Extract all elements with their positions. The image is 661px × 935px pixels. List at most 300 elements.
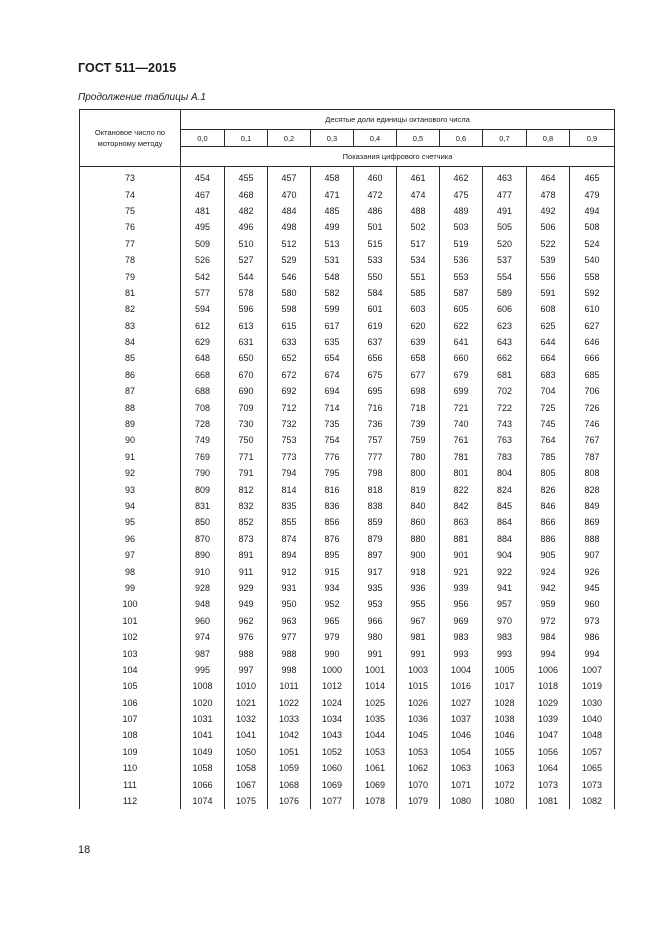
counter-value-cell: 510 — [225, 236, 268, 252]
counter-value-cell: 1034 — [311, 711, 354, 727]
counter-value-cell: 1021 — [225, 695, 268, 711]
counter-value-cell: 695 — [354, 383, 397, 399]
counter-value-cell: 956 — [440, 596, 483, 612]
table-row — [80, 186, 615, 202]
counter-value-cell: 965 — [311, 613, 354, 629]
counter-value-cell: 1005 — [483, 662, 527, 678]
counter-value-cell: 970 — [483, 613, 527, 629]
counter-value-cell: 763 — [483, 432, 527, 448]
counter-value-cell: 1039 — [527, 711, 570, 727]
counter-value-cell: 997 — [225, 662, 268, 678]
octane-table — [79, 109, 615, 809]
counter-value-cell: 870 — [181, 531, 225, 547]
counter-value-cell: 835 — [268, 498, 311, 514]
table-row — [80, 318, 615, 334]
document-title: ГОСТ 511—2015 — [78, 61, 177, 75]
octane-number-cell: 106 — [80, 695, 181, 711]
counter-value-cell: 641 — [440, 334, 483, 350]
counter-value-cell: 489 — [440, 203, 483, 219]
counter-value-cell: 690 — [225, 383, 268, 399]
counter-value-cell: 585 — [397, 285, 440, 301]
counter-value-cell: 513 — [311, 236, 354, 252]
counter-value-cell: 749 — [181, 432, 225, 448]
counter-value-cell: 1072 — [483, 776, 527, 792]
counter-value-cell: 874 — [268, 531, 311, 547]
counter-value-cell: 1063 — [440, 760, 483, 776]
counter-value-cell: 1007 — [570, 662, 615, 678]
counter-value-cell: 994 — [527, 645, 570, 661]
counter-value-cell: 977 — [268, 629, 311, 645]
counter-value-cell: 708 — [181, 399, 225, 415]
counter-value-cell: 656 — [354, 350, 397, 366]
octane-number-cell: 84 — [80, 334, 181, 350]
counter-value-cell: 1030 — [570, 695, 615, 711]
counter-value-cell: 785 — [527, 449, 570, 465]
counter-value-cell: 1073 — [570, 776, 615, 792]
octane-number-cell: 103 — [80, 645, 181, 661]
counter-value-cell: 960 — [570, 596, 615, 612]
counter-value-cell: 764 — [527, 432, 570, 448]
octane-number-cell: 74 — [80, 186, 181, 202]
counter-value-cell: 479 — [570, 186, 615, 202]
counter-value-cell: 522 — [527, 236, 570, 252]
fraction-header: 0,1 — [225, 130, 268, 147]
counter-value-cell: 856 — [311, 514, 354, 530]
octane-number-cell: 112 — [80, 793, 181, 809]
table-row — [80, 596, 615, 612]
counter-value-cell: 631 — [225, 334, 268, 350]
counter-value-cell: 625 — [527, 318, 570, 334]
counter-value-cell: 1011 — [268, 678, 311, 694]
table-continuation-label: Продолжение таблицы А.1 — [78, 92, 206, 103]
counter-value-cell: 477 — [483, 186, 527, 202]
octane-number-cell: 75 — [80, 203, 181, 219]
table-row — [80, 498, 615, 514]
table-row — [80, 531, 615, 547]
counter-value-cell: 1051 — [268, 744, 311, 760]
counter-value-cell: 1046 — [440, 727, 483, 743]
counter-value-cell: 855 — [268, 514, 311, 530]
counter-value-cell: 704 — [527, 383, 570, 399]
counter-value-cell: 988 — [225, 645, 268, 661]
counter-value-cell: 461 — [397, 167, 440, 187]
counter-value-cell: 527 — [225, 252, 268, 268]
counter-value-cell: 716 — [354, 399, 397, 415]
counter-value-cell: 556 — [527, 268, 570, 284]
counter-value-cell: 801 — [440, 465, 483, 481]
counter-value-cell: 849 — [570, 498, 615, 514]
table-row — [80, 776, 615, 792]
counter-value-cell: 832 — [225, 498, 268, 514]
counter-value-cell: 929 — [225, 580, 268, 596]
counter-value-cell: 812 — [225, 481, 268, 497]
counter-value-cell: 1001 — [354, 662, 397, 678]
counter-value-cell: 644 — [527, 334, 570, 350]
counter-value-cell: 637 — [354, 334, 397, 350]
counter-value-cell: 921 — [440, 563, 483, 579]
counter-value-cell: 1058 — [225, 760, 268, 776]
counter-value-cell: 842 — [440, 498, 483, 514]
counter-value-cell: 983 — [483, 629, 527, 645]
octane-number-cell: 86 — [80, 367, 181, 383]
counter-value-cell: 897 — [354, 547, 397, 563]
counter-value-cell: 967 — [397, 613, 440, 629]
table-row — [80, 416, 615, 432]
counter-value-cell: 901 — [440, 547, 483, 563]
counter-value-cell: 685 — [570, 367, 615, 383]
table-row — [80, 580, 615, 596]
counter-value-cell: 1028 — [483, 695, 527, 711]
counter-value-cell: 1046 — [483, 727, 527, 743]
counter-value-cell: 714 — [311, 399, 354, 415]
counter-value-cell: 458 — [311, 167, 354, 187]
counter-value-cell: 551 — [397, 268, 440, 284]
counter-value-cell: 819 — [397, 481, 440, 497]
counter-value-cell: 884 — [483, 531, 527, 547]
counter-value-cell: 1029 — [527, 695, 570, 711]
counter-value-cell: 494 — [570, 203, 615, 219]
table-row — [80, 203, 615, 219]
counter-value-cell: 650 — [225, 350, 268, 366]
table-row — [80, 695, 615, 711]
table-row — [80, 449, 615, 465]
counter-value-cell: 1041 — [225, 727, 268, 743]
counter-value-cell: 1069 — [354, 776, 397, 792]
counter-value-cell: 1018 — [527, 678, 570, 694]
octane-number-cell: 87 — [80, 383, 181, 399]
table-row — [80, 547, 615, 563]
counter-value-cell: 966 — [354, 613, 397, 629]
counter-value-cell: 986 — [570, 629, 615, 645]
counter-value-cell: 654 — [311, 350, 354, 366]
counter-value-cell: 622 — [440, 318, 483, 334]
octane-number-cell: 78 — [80, 252, 181, 268]
counter-value-cell: 981 — [397, 629, 440, 645]
counter-value-cell: 850 — [181, 514, 225, 530]
counter-value-cell: 957 — [483, 596, 527, 612]
counter-value-cell: 1054 — [440, 744, 483, 760]
counter-value-cell: 983 — [440, 629, 483, 645]
counter-value-cell: 973 — [570, 613, 615, 629]
counter-value-cell: 544 — [225, 268, 268, 284]
counter-value-cell: 699 — [440, 383, 483, 399]
counter-value-cell: 1082 — [570, 793, 615, 809]
table-row — [80, 711, 615, 727]
counter-value-cell: 589 — [483, 285, 527, 301]
counter-value-cell: 467 — [181, 186, 225, 202]
counter-value-cell: 934 — [311, 580, 354, 596]
counter-value-cell: 781 — [440, 449, 483, 465]
counter-value-cell: 950 — [268, 596, 311, 612]
counter-value-cell: 814 — [268, 481, 311, 497]
counter-value-cell: 674 — [311, 367, 354, 383]
counter-value-cell: 1014 — [354, 678, 397, 694]
table-row — [80, 514, 615, 530]
octane-number-cell: 102 — [80, 629, 181, 645]
counter-value-cell: 725 — [527, 399, 570, 415]
counter-value-cell: 1038 — [483, 711, 527, 727]
counter-value-cell: 1037 — [440, 711, 483, 727]
table-row — [80, 399, 615, 415]
counter-value-cell: 790 — [181, 465, 225, 481]
counter-value-cell: 1055 — [483, 744, 527, 760]
counter-value-cell: 922 — [483, 563, 527, 579]
counter-value-cell: 911 — [225, 563, 268, 579]
counter-value-cell: 787 — [570, 449, 615, 465]
counter-value-cell: 773 — [268, 449, 311, 465]
counter-value-cell: 1048 — [570, 727, 615, 743]
counter-value-cell: 962 — [225, 613, 268, 629]
counter-value-cell: 969 — [440, 613, 483, 629]
counter-value-cell: 1050 — [225, 744, 268, 760]
counter-value-cell: 757 — [354, 432, 397, 448]
counter-value-cell: 694 — [311, 383, 354, 399]
counter-value-cell: 554 — [483, 268, 527, 284]
counter-value-cell: 1040 — [570, 711, 615, 727]
counter-value-cell: 524 — [570, 236, 615, 252]
octane-number-cell: 77 — [80, 236, 181, 252]
counter-value-cell: 506 — [527, 219, 570, 235]
counter-value-cell: 1079 — [397, 793, 440, 809]
octane-number-cell: 99 — [80, 580, 181, 596]
counter-value-cell: 1041 — [181, 727, 225, 743]
counter-value-cell: 949 — [225, 596, 268, 612]
counter-value-cell: 526 — [181, 252, 225, 268]
counter-value-cell: 1032 — [225, 711, 268, 727]
counter-value-cell: 728 — [181, 416, 225, 432]
counter-value-cell: 517 — [397, 236, 440, 252]
counter-value-cell: 991 — [397, 645, 440, 661]
counter-value-cell: 605 — [440, 301, 483, 317]
table-row — [80, 350, 615, 366]
counter-value-cell: 881 — [440, 531, 483, 547]
counter-value-cell: 722 — [483, 399, 527, 415]
counter-value-cell: 533 — [354, 252, 397, 268]
fraction-header: 0,0 — [181, 130, 225, 147]
counter-value-cell: 548 — [311, 268, 354, 284]
counter-value-cell: 501 — [354, 219, 397, 235]
counter-value-cell: 536 — [440, 252, 483, 268]
counter-value-cell: 470 — [268, 186, 311, 202]
octane-number-cell: 98 — [80, 563, 181, 579]
octane-number-cell: 82 — [80, 301, 181, 317]
counter-value-cell: 783 — [483, 449, 527, 465]
counter-value-cell: 1063 — [483, 760, 527, 776]
octane-number-cell: 96 — [80, 531, 181, 547]
counter-value-cell: 955 — [397, 596, 440, 612]
fraction-header: 0,2 — [268, 130, 311, 147]
counter-value-cell: 1061 — [354, 760, 397, 776]
counter-value-cell: 952 — [311, 596, 354, 612]
counter-value-cell: 542 — [181, 268, 225, 284]
motor-octane-header: Октановое число по моторному методу — [80, 110, 181, 167]
counter-value-cell: 598 — [268, 301, 311, 317]
octane-number-cell: 107 — [80, 711, 181, 727]
counter-value-cell: 974 — [181, 629, 225, 645]
counter-value-cell: 643 — [483, 334, 527, 350]
counter-value-cell: 1027 — [440, 695, 483, 711]
counter-value-cell: 900 — [397, 547, 440, 563]
counter-value-cell: 706 — [570, 383, 615, 399]
counter-value-cell: 619 — [354, 318, 397, 334]
counter-value-cell: 592 — [570, 285, 615, 301]
octane-number-cell: 76 — [80, 219, 181, 235]
counter-value-cell: 550 — [354, 268, 397, 284]
counter-value-cell: 652 — [268, 350, 311, 366]
counter-value-cell: 888 — [570, 531, 615, 547]
counter-value-cell: 606 — [483, 301, 527, 317]
counter-value-cell: 578 — [225, 285, 268, 301]
fraction-header: 0,6 — [440, 130, 483, 147]
counter-value-cell: 769 — [181, 449, 225, 465]
counter-value-cell: 610 — [570, 301, 615, 317]
counter-value-cell: 935 — [354, 580, 397, 596]
octane-number-cell: 108 — [80, 727, 181, 743]
counter-value-cell: 488 — [397, 203, 440, 219]
counter-value-cell: 988 — [268, 645, 311, 661]
counter-value-cell: 739 — [397, 416, 440, 432]
counter-value-cell: 1073 — [527, 776, 570, 792]
counter-value-cell: 1075 — [225, 793, 268, 809]
fraction-header: 0,7 — [483, 130, 527, 147]
counter-value-cell: 529 — [268, 252, 311, 268]
counter-value-cell: 984 — [527, 629, 570, 645]
counter-value-cell: 502 — [397, 219, 440, 235]
counter-value-cell: 959 — [527, 596, 570, 612]
counter-value-cell: 1065 — [570, 760, 615, 776]
counter-value-cell: 658 — [397, 350, 440, 366]
table-row — [80, 678, 615, 694]
octane-number-cell: 90 — [80, 432, 181, 448]
counter-value-cell: 648 — [181, 350, 225, 366]
counter-value-cell: 767 — [570, 432, 615, 448]
counter-value-cell: 780 — [397, 449, 440, 465]
counter-value-cell: 736 — [354, 416, 397, 432]
counter-value-cell: 580 — [268, 285, 311, 301]
counter-value-cell: 495 — [181, 219, 225, 235]
counter-value-cell: 979 — [311, 629, 354, 645]
counter-value-cell: 1026 — [397, 695, 440, 711]
counter-value-cell: 613 — [225, 318, 268, 334]
counter-value-cell: 1067 — [225, 776, 268, 792]
counter-value-cell: 677 — [397, 367, 440, 383]
counter-value-cell: 994 — [570, 645, 615, 661]
octane-number-cell: 79 — [80, 268, 181, 284]
counter-value-cell: 1053 — [354, 744, 397, 760]
counter-value-cell: 537 — [483, 252, 527, 268]
counter-value-cell: 454 — [181, 167, 225, 187]
counter-value-cell: 776 — [311, 449, 354, 465]
counter-value-cell: 980 — [354, 629, 397, 645]
counter-value-cell: 1016 — [440, 678, 483, 694]
counter-value-cell: 1010 — [225, 678, 268, 694]
counter-value-cell: 601 — [354, 301, 397, 317]
table-row — [80, 793, 615, 809]
counter-value-cell: 886 — [527, 531, 570, 547]
octane-number-cell: 83 — [80, 318, 181, 334]
table-row — [80, 334, 615, 350]
counter-value-cell: 666 — [570, 350, 615, 366]
counter-value-cell: 591 — [527, 285, 570, 301]
counter-value-cell: 512 — [268, 236, 311, 252]
counter-value-cell: 860 — [397, 514, 440, 530]
counter-value-cell: 629 — [181, 334, 225, 350]
page-number: 18 — [78, 844, 91, 856]
counter-value-cell: 1025 — [354, 695, 397, 711]
counter-value-cell: 617 — [311, 318, 354, 334]
octane-number-cell: 104 — [80, 662, 181, 678]
table-row — [80, 481, 615, 497]
counter-value-cell: 509 — [181, 236, 225, 252]
counter-value-cell: 907 — [570, 547, 615, 563]
counter-value-cell: 948 — [181, 596, 225, 612]
counter-value-cell: 859 — [354, 514, 397, 530]
table-row — [80, 432, 615, 448]
counter-value-cell: 1062 — [397, 760, 440, 776]
counter-readings-header: Показания цифрового счетчика — [181, 147, 615, 167]
counter-value-cell: 759 — [397, 432, 440, 448]
counter-value-cell: 894 — [268, 547, 311, 563]
counter-value-cell: 912 — [268, 563, 311, 579]
counter-value-cell: 584 — [354, 285, 397, 301]
counter-value-cell: 960 — [181, 613, 225, 629]
octane-number-cell: 111 — [80, 776, 181, 792]
counter-value-cell: 880 — [397, 531, 440, 547]
counter-value-cell: 993 — [440, 645, 483, 661]
counter-value-cell: 688 — [181, 383, 225, 399]
counter-value-cell: 664 — [527, 350, 570, 366]
counter-value-cell: 990 — [311, 645, 354, 661]
counter-value-cell: 615 — [268, 318, 311, 334]
counter-value-cell: 721 — [440, 399, 483, 415]
counter-value-cell: 540 — [570, 252, 615, 268]
counter-value-cell: 639 — [397, 334, 440, 350]
counter-value-cell: 491 — [483, 203, 527, 219]
table-row — [80, 268, 615, 284]
counter-value-cell: 804 — [483, 465, 527, 481]
counter-value-cell: 1056 — [527, 744, 570, 760]
counter-value-cell: 660 — [440, 350, 483, 366]
table-body — [80, 167, 615, 810]
counter-value-cell: 1077 — [311, 793, 354, 809]
counter-value-cell: 754 — [311, 432, 354, 448]
fraction-header: 0,5 — [397, 130, 440, 147]
octane-number-cell: 95 — [80, 514, 181, 530]
counter-value-cell: 879 — [354, 531, 397, 547]
counter-value-cell: 492 — [527, 203, 570, 219]
counter-value-cell: 1031 — [181, 711, 225, 727]
counter-value-cell: 895 — [311, 547, 354, 563]
counter-value-cell: 838 — [354, 498, 397, 514]
counter-value-cell: 712 — [268, 399, 311, 415]
counter-value-cell: 582 — [311, 285, 354, 301]
counter-value-cell: 475 — [440, 186, 483, 202]
counter-value-cell: 777 — [354, 449, 397, 465]
counter-value-cell: 505 — [483, 219, 527, 235]
counter-value-cell: 608 — [527, 301, 570, 317]
counter-value-cell: 1058 — [181, 760, 225, 776]
counter-value-cell: 1076 — [268, 793, 311, 809]
counter-value-cell: 998 — [268, 662, 311, 678]
counter-value-cell: 553 — [440, 268, 483, 284]
counter-value-cell: 822 — [440, 481, 483, 497]
counter-value-cell: 1017 — [483, 678, 527, 694]
counter-value-cell: 846 — [527, 498, 570, 514]
counter-value-cell: 465 — [570, 167, 615, 187]
counter-value-cell: 824 — [483, 481, 527, 497]
counter-value-cell: 818 — [354, 481, 397, 497]
counter-value-cell: 620 — [397, 318, 440, 334]
